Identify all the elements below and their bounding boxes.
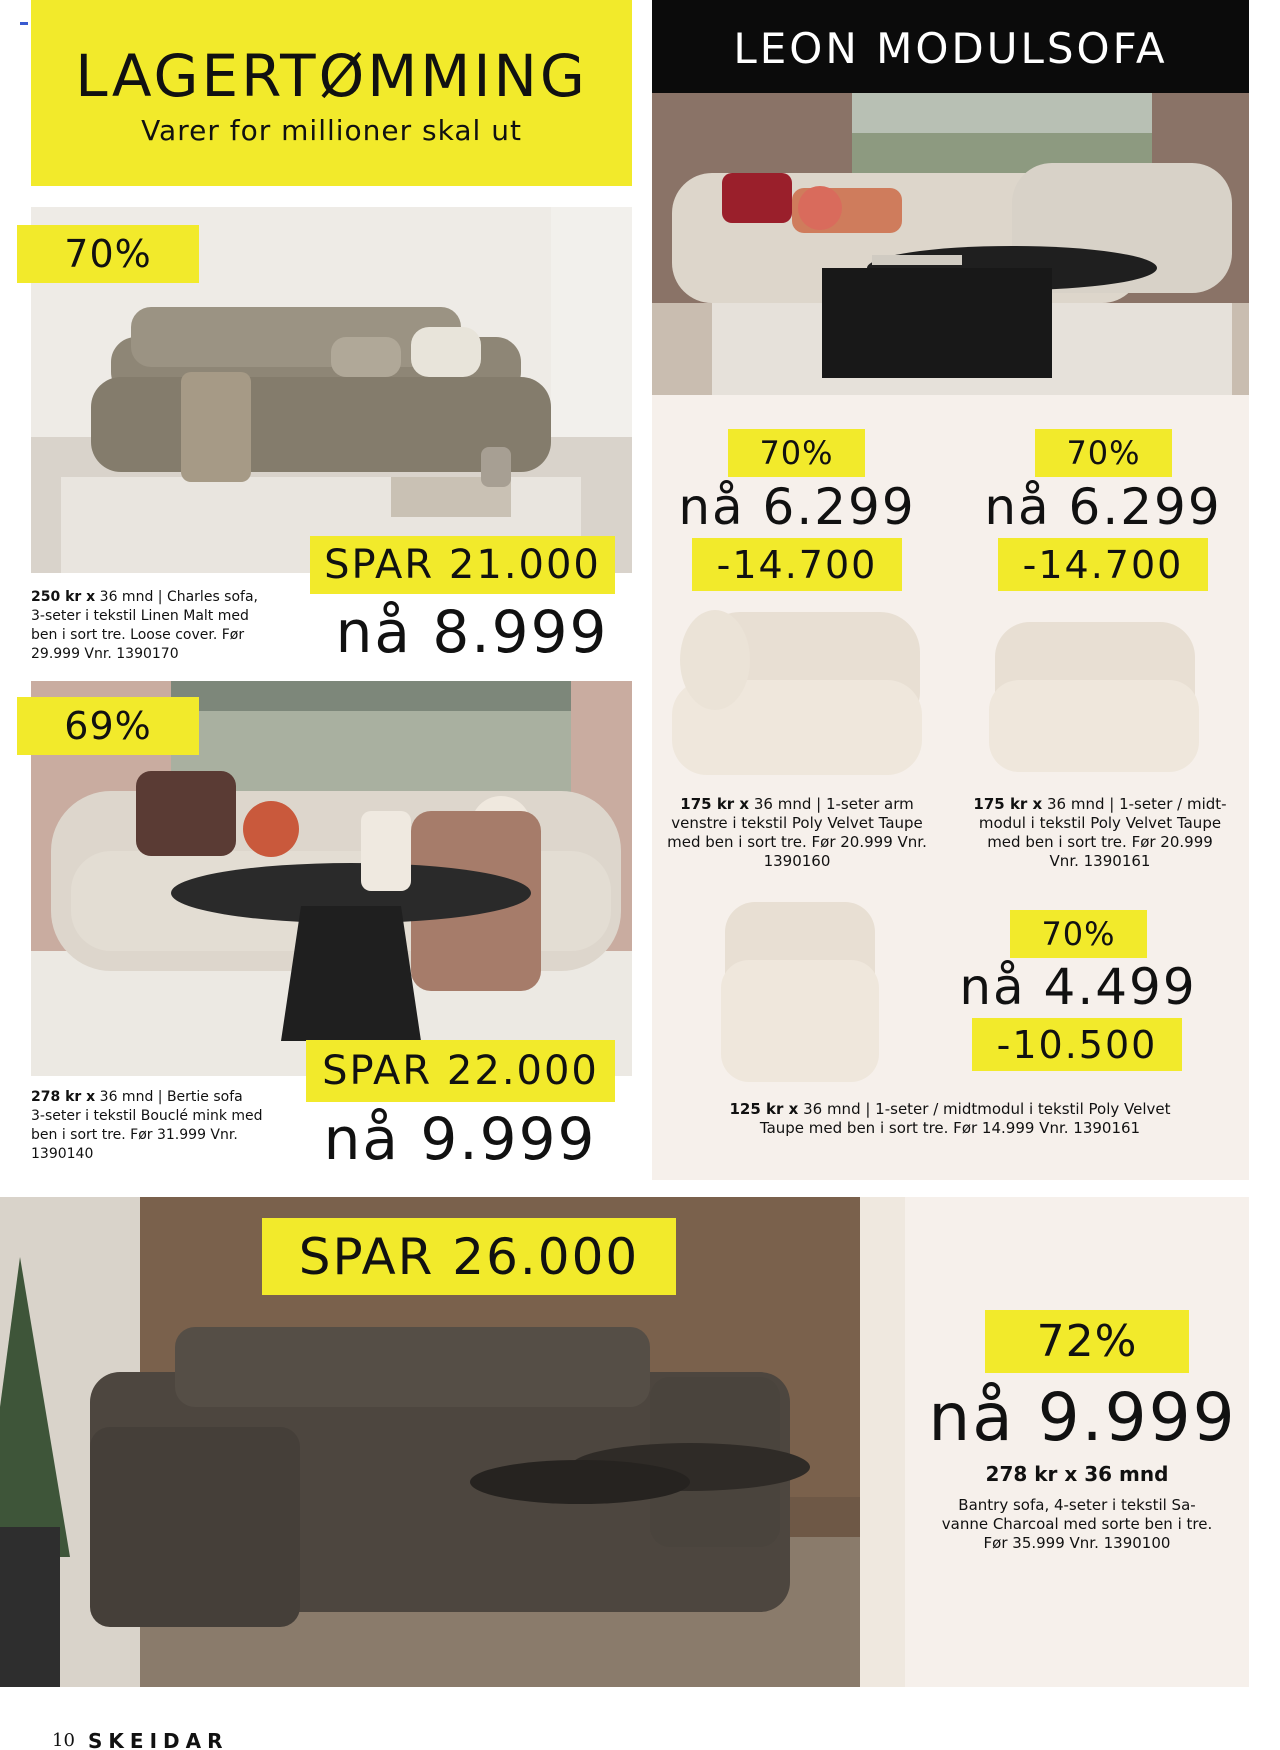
charles-desc-1: 36 mnd | Charles sofa, (99, 589, 258, 605)
leon-item-1-photo (670, 600, 930, 785)
bertie-percent-badge (17, 697, 199, 755)
charles-spar-badge (310, 536, 615, 594)
leon-item-1-desc-4: 1390160 (763, 852, 831, 870)
leon-item-3-percent: 70% (1041, 915, 1116, 953)
bertie-desc-2: 3-seter i tekstil Bouclé mink med (31, 1108, 263, 1124)
charles-percent: 70% (64, 232, 152, 276)
leon-sofa-photo (652, 93, 1249, 397)
corner-mark (20, 22, 28, 25)
leon-item-1-percent: 70% (759, 434, 834, 472)
leon-item-3-saving-badge (972, 1018, 1182, 1071)
bertie-desc-1: 36 mnd | Bertie sofa (99, 1089, 243, 1105)
leon-item-1-desc-2: venstre i tekstil Poly Velvet Taupe (671, 814, 923, 832)
charles-description (31, 588, 301, 664)
hero-subtitle: Varer for millioner skal ut (141, 114, 522, 147)
leon-item-1-now-price: nå 6.299 (678, 478, 916, 536)
charles-percent-badge (17, 225, 199, 283)
bertie-monthly: 278 kr x (31, 1089, 96, 1105)
leon-item-3-now-price: nå 4.499 (959, 958, 1197, 1016)
leon-item-2-now-price: nå 6.299 (984, 478, 1222, 536)
leon-item-1-price-block (662, 478, 932, 536)
bertie-desc-3: ben i sort tre. Før 31.999 Vnr. (31, 1127, 238, 1143)
bertie-now-price: nå 9.999 (323, 1105, 597, 1173)
bantry-percent: 72% (1036, 1316, 1138, 1367)
leon-item-2-monthly: 175 kr x (973, 795, 1043, 813)
leon-item-3-monthly: 125 kr x (729, 1100, 799, 1118)
charles-desc-3: ben i sort tre. Loose cover. Før (31, 627, 245, 643)
leon-item-1-desc-1: 36 mnd | 1-seter arm (753, 795, 914, 813)
leon-item-1-percent-badge (728, 429, 865, 477)
leon-item-1-monthly: 175 kr x (680, 795, 750, 813)
leon-item-3-desc-2: Taupe med ben i sort tre. Før 14.999 Vnr. 1390161 (759, 1119, 1141, 1137)
leon-item-3-percent-badge (1010, 910, 1147, 958)
bantry-price-block (910, 1379, 1255, 1456)
bantry-desc-3: Før 35.999 Vnr. 1390100 (983, 1534, 1171, 1552)
leon-item-2-desc-3: med ben i sort tre. Før 20.999 (987, 833, 1213, 851)
leon-item-2-percent-badge (1035, 429, 1172, 477)
charles-monthly: 250 kr x (31, 589, 96, 605)
leon-item-2-price-block (968, 478, 1238, 536)
charles-price-block (312, 598, 632, 666)
bantry-description (905, 1496, 1249, 1553)
leon-item-1-description (652, 795, 942, 871)
leon-item-2-percent: 70% (1066, 434, 1141, 472)
leon-title: LEON MODULSOFA (733, 24, 1168, 73)
leon-item-2-desc-1: 36 mnd | 1-seter / midt- (1047, 795, 1227, 813)
leon-item-3-description (680, 1100, 1220, 1138)
leon-item-3-price-block (943, 958, 1213, 1016)
bantry-desc-2: vanne Charcoal med sorte ben i tre. (941, 1515, 1213, 1533)
charles-now-price: nå 8.999 (335, 598, 609, 666)
leon-item-2-desc-4: Vnr. 1390161 (1049, 852, 1151, 870)
leon-item-1-desc-3: med ben i sort tre. Før 20.999 Vnr. (667, 833, 927, 851)
bantry-spar-badge (262, 1218, 676, 1295)
bertie-spar-badge (306, 1040, 615, 1102)
bantry-now-price: nå 9.999 (928, 1379, 1237, 1456)
leon-item-2-description (965, 795, 1235, 871)
bertie-price-block (300, 1105, 620, 1173)
leon-item-2-saving-badge (998, 538, 1208, 591)
page-number: 10 (52, 1730, 75, 1750)
bertie-spar: SPAR 22.000 (322, 1048, 599, 1094)
charles-spar: SPAR 21.000 (324, 542, 601, 588)
leon-item-2-saving: -14.700 (1022, 542, 1184, 587)
bertie-description (31, 1088, 301, 1164)
bantry-spar: SPAR 26.000 (298, 1227, 640, 1286)
leon-item-3-desc-1: 36 mnd | 1-seter / midtmodul i tekstil Poly Velvet (803, 1100, 1171, 1118)
bertie-percent: 69% (64, 704, 152, 748)
leon-item-1-saving: -14.700 (716, 542, 878, 587)
hero-banner (31, 0, 632, 186)
leon-item-3-photo (715, 900, 885, 1090)
charles-desc-4: 29.999 Vnr. 1390170 (31, 646, 179, 662)
leon-item-2-photo (985, 610, 1205, 780)
leon-item-1-saving-badge (692, 538, 902, 591)
bantry-monthly: 278 kr x 36 mnd (985, 1462, 1169, 1486)
hero-title: LAGERTØMMING (75, 42, 588, 110)
leon-item-3-saving: -10.500 (996, 1022, 1158, 1067)
charles-desc-2: 3-seter i tekstil Linen Malt med (31, 608, 249, 624)
bertie-desc-4: 1390140 (31, 1146, 94, 1162)
leon-item-2-desc-2: modul i tekstil Poly Velvet Taupe (978, 814, 1222, 832)
brand-logo: SKEIDAR (88, 1729, 229, 1750)
leon-banner (652, 0, 1249, 93)
bantry-desc-1: Bantry sofa, 4-seter i tekstil Sa- (958, 1496, 1196, 1514)
bantry-percent-badge (985, 1310, 1189, 1373)
